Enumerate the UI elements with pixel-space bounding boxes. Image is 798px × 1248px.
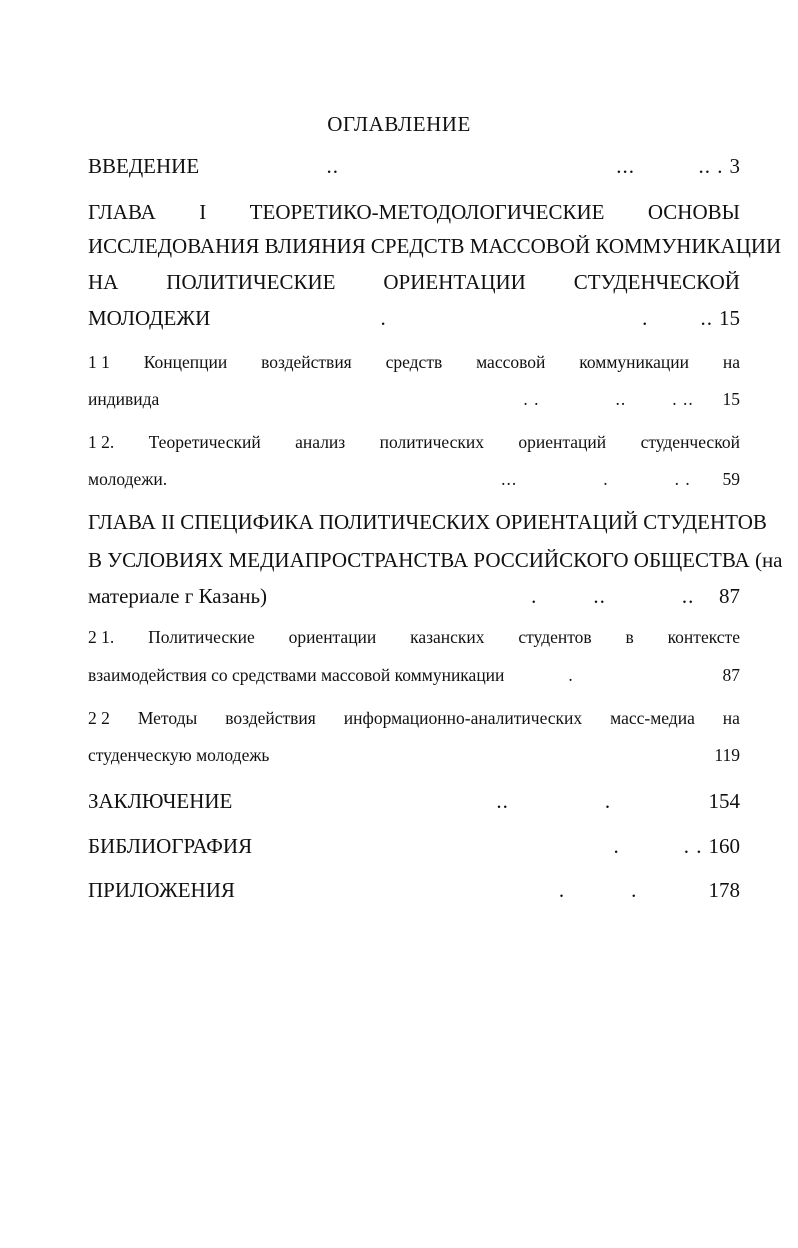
toc-page-number: 178 [708, 878, 740, 902]
toc-entry-title: ЗАКЛЮЧЕНИЕ [88, 789, 233, 813]
toc-entry-title: молодежи. [88, 469, 168, 489]
toc-leader-dots: . . [523, 389, 540, 409]
toc-leader-dots: .. [615, 389, 627, 409]
toc-entry-title: ПРИЛОЖЕНИЯ [88, 878, 235, 902]
toc-leader-dots: .. [700, 306, 713, 330]
toc-entry-title: ГЛАВА II СПЕЦИФИКА ПОЛИТИЧЕСКИХ ОРИЕНТАЦИЙ СТУДЕНТОВ [88, 510, 767, 534]
toc-word: на [722, 708, 740, 728]
toc-line [88, 154, 740, 184]
toc-line [88, 584, 740, 614]
toc-word: 2 1. [88, 627, 115, 647]
toc-word: Теоретический [148, 432, 261, 452]
toc-line [88, 510, 767, 540]
toc-line [88, 745, 740, 775]
toc-word: контексте [667, 627, 740, 647]
toc-leader-dots: .. [593, 584, 606, 608]
toc-leader-dots: .. [496, 789, 509, 813]
toc-entry-title: студенческую молодежь [88, 745, 270, 765]
toc-word: ОРИЕНТАЦИИ [383, 270, 526, 294]
toc-word: анализ [295, 432, 346, 452]
toc-entry-title: материале г Казань) [88, 584, 268, 608]
toc-leader-dots: . .. [672, 389, 694, 409]
toc-leader-dots: . [568, 665, 574, 685]
toc-line [88, 627, 740, 657]
toc-line [88, 352, 740, 382]
toc-page-number: 3 [729, 154, 740, 178]
toc-word: коммуникации [579, 352, 689, 372]
toc-leader-dots: . [604, 789, 612, 813]
toc-page-number: 87 [719, 584, 740, 608]
toc-line [88, 234, 782, 264]
toc-leader-dots: . [603, 469, 609, 489]
toc-line [88, 432, 740, 462]
toc-leader-dots: ... [616, 154, 635, 178]
toc-line [88, 878, 740, 908]
toc-word: Концепции [143, 352, 228, 372]
toc-leader-dots: ... [501, 469, 518, 489]
toc-word: студенческой [640, 432, 740, 452]
toc-leader-dots: .. . [698, 154, 724, 178]
toc-word: ГЛАВА [88, 200, 156, 224]
toc-leader-dots: . [531, 584, 538, 608]
toc-line [88, 389, 740, 419]
toc-word: информационно-аналитических [343, 708, 583, 728]
toc-page-number: 87 [722, 665, 740, 685]
toc-page-number: 119 [714, 745, 740, 765]
toc-leader-dots: . [631, 878, 638, 902]
toc-word: 1 1 [88, 352, 110, 372]
toc-word: Политические [148, 627, 255, 647]
toc-line [88, 548, 783, 578]
toc-entry-title: взаимодействия со средствами массовой коммуникации [88, 665, 505, 685]
toc-leader-dots: .. [326, 154, 339, 178]
toc-word: НА [88, 270, 119, 294]
toc-word: 1 2. [88, 432, 115, 452]
toc-entry-title: БИБЛИОГРАФИЯ [88, 834, 253, 858]
toc-word: политических [379, 432, 485, 452]
toc-entry-title: индивида [88, 389, 160, 409]
toc-entry-title: В УСЛОВИЯХ МЕДИАПРОСТРАНСТВА РОССИЙСКОГО ОБЩЕСТВА (на [88, 548, 783, 572]
toc-word: воздействия [261, 352, 352, 372]
toc-leader-dots: . . [683, 834, 703, 858]
toc-word: в [625, 627, 634, 647]
toc-line [88, 200, 740, 230]
toc-line [88, 469, 740, 499]
toc-title: ОГЛАВЛЕНИЕ [327, 112, 471, 136]
toc-word: воздействия [225, 708, 316, 728]
toc-word: ориентаций [518, 432, 607, 452]
toc-word: на [722, 352, 740, 372]
toc-page-number: 15 [719, 306, 740, 330]
toc-word: студентов [518, 627, 592, 647]
toc-word: I [199, 200, 207, 224]
toc-word: 2 2 [88, 708, 110, 728]
toc-leader-dots: . . [674, 469, 691, 489]
toc-line [88, 306, 740, 336]
toc-page-number: 15 [722, 389, 740, 409]
toc-leader-dots: . [380, 306, 387, 330]
toc-word: ТЕОРЕТИКО-МЕТОДОЛОГИЧЕСКИЕ [249, 200, 605, 224]
toc-entry-title: ИССЛЕДОВАНИЯ ВЛИЯНИЯ СРЕДСТВ МАССОВОЙ КОММУНИКАЦИИ [88, 234, 782, 258]
toc-word: ориентации [288, 627, 377, 647]
toc-page-number: 160 [708, 834, 740, 858]
toc-leader-dots: .. [681, 584, 695, 608]
toc-leader-dots: . [558, 878, 566, 902]
toc-line [88, 789, 740, 819]
toc-entry-title: ВВЕДЕНИЕ [88, 154, 200, 178]
toc-word: массовой [476, 352, 546, 372]
toc-word: ОСНОВЫ [647, 200, 740, 224]
toc-word: средств [385, 352, 443, 372]
toc-word: Методы [137, 708, 198, 728]
toc-entry-title: МОЛОДЕЖИ [88, 306, 211, 330]
toc-word: казанских [410, 627, 485, 647]
toc-page-number: 154 [708, 789, 740, 813]
toc-leader-dots: . [613, 834, 620, 858]
toc-word: СТУДЕНЧЕСКОЙ [573, 270, 740, 294]
toc-word: масс-медиа [610, 708, 695, 728]
toc-line [88, 708, 740, 738]
toc-line [88, 834, 740, 864]
toc-line [88, 270, 740, 300]
toc-page-number: 59 [722, 469, 740, 489]
toc-word: ПОЛИТИЧЕСКИЕ [166, 270, 336, 294]
toc-line [88, 665, 740, 695]
toc-leader-dots: . [642, 306, 649, 330]
